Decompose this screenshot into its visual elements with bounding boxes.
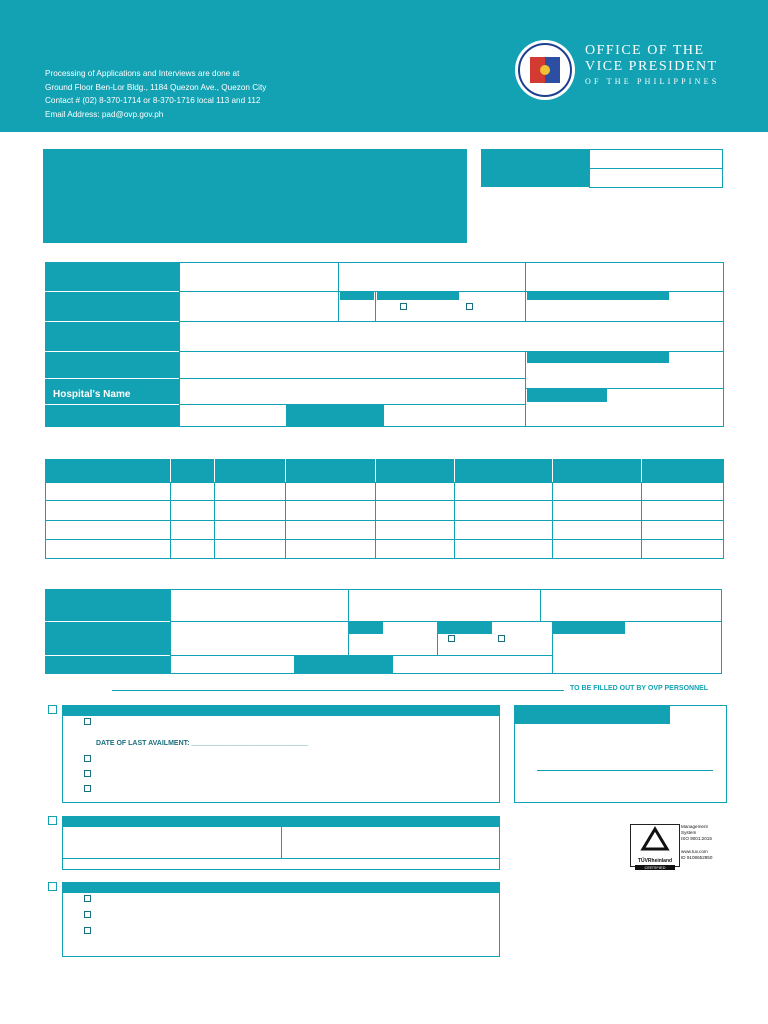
assessment-1-option-2-checkbox[interactable] <box>84 755 91 762</box>
cert-line1: Management <box>681 824 708 829</box>
middle-name-field[interactable] <box>525 262 724 292</box>
rep-sex-female-checkbox[interactable] <box>498 635 505 642</box>
assessment-3-header <box>62 882 500 893</box>
first-name-field[interactable] <box>338 262 526 292</box>
cert-line3: ISO 9001:2015 <box>681 836 712 841</box>
rep-last-name-field[interactable] <box>170 589 349 622</box>
assessment-2-header <box>62 816 500 827</box>
hospital-name-field[interactable] <box>179 378 526 405</box>
rep-contact-field[interactable] <box>170 655 295 674</box>
patient-labels-column <box>45 262 179 427</box>
representative-labels-column <box>45 589 171 674</box>
control-no-label <box>481 149 590 187</box>
certification-text <box>681 824 725 867</box>
civil-status-label <box>527 291 669 300</box>
amount-field[interactable] <box>179 404 287 427</box>
date-field[interactable] <box>589 168 723 188</box>
rep-id-label <box>294 655 393 674</box>
hospital-name-label: Hospital's Name <box>53 389 131 400</box>
sex-male-checkbox[interactable] <box>400 303 407 310</box>
table-row <box>45 520 724 521</box>
contact-number-label <box>527 351 669 363</box>
rep-id-field[interactable] <box>392 655 553 674</box>
form-title-block <box>43 149 467 243</box>
assessment-1-option-3-checkbox[interactable] <box>84 770 91 777</box>
sex-female-checkbox[interactable] <box>466 303 473 310</box>
date-admitted-field[interactable] <box>383 404 526 427</box>
office-title-line3: OF THE PHILIPPINES <box>585 77 720 86</box>
personnel-note: TO BE FILLED OUT BY OVP PERSONNEL <box>570 685 709 692</box>
last-availment-label: DATE OF LAST AVAILMENT: ______________________________ <box>96 740 309 747</box>
rep-age-label <box>349 622 383 634</box>
address-field[interactable] <box>179 321 724 352</box>
diagnosis-field[interactable] <box>179 351 526 379</box>
contact-info <box>45 67 345 121</box>
assessment-3-option-2-checkbox[interactable] <box>84 911 91 918</box>
contact-line: Contact # (02) 8-370-1714 or 8-370-1716 local 113 and 112 <box>45 96 261 105</box>
signature-line <box>537 770 713 771</box>
assessment-3-box <box>62 882 500 957</box>
age-label <box>340 291 374 300</box>
table-row <box>45 500 724 501</box>
assessment-2-checkbox[interactable] <box>48 816 57 825</box>
personnel-divider <box>112 690 564 691</box>
family-table-header <box>45 459 724 483</box>
rep-middle-name-field[interactable] <box>540 589 722 622</box>
assessment-1-option-1-checkbox[interactable] <box>84 718 91 725</box>
rep-sex-male-checkbox[interactable] <box>448 635 455 642</box>
tuv-badge: CERTIFIED <box>635 865 675 870</box>
assessment-1-header <box>62 705 500 716</box>
contact-line: Ground Floor Ben-Lor Bldg., 1184 Quezon Ave., Quezon City <box>45 82 267 92</box>
birthdate-field[interactable] <box>179 291 339 322</box>
assessment-1-option-4-checkbox[interactable] <box>84 785 91 792</box>
rep-relationship-label <box>553 622 625 634</box>
rep-first-name-field[interactable] <box>348 589 541 622</box>
cert-id: ID 9108652850 <box>681 855 713 860</box>
signature-header <box>515 705 670 724</box>
table-row <box>45 539 724 540</box>
office-title-line1: OFFICE OF THE <box>585 43 705 58</box>
contact-line: Processing of Applications and Interviews are done at <box>45 69 240 78</box>
cert-url: www.tuv.com <box>681 849 708 854</box>
cert-line2: System <box>681 830 697 835</box>
tuv-brand: TÜVRheinland <box>637 858 673 864</box>
tuv-triangle-icon <box>631 825 679 853</box>
tuv-logo <box>630 824 680 870</box>
sex-label <box>377 291 459 300</box>
rep-sex-label <box>438 622 492 634</box>
assessment-3-option-3-checkbox[interactable] <box>84 927 91 934</box>
office-title-line2: VICE PRESIDENT <box>585 59 718 74</box>
assessment-1-box <box>62 705 500 803</box>
assessment-1-checkbox[interactable] <box>48 705 57 714</box>
last-name-field[interactable] <box>179 262 339 292</box>
assessment-3-checkbox[interactable] <box>48 882 57 891</box>
assessment-3-option-1-checkbox[interactable] <box>84 895 91 902</box>
rep-birthdate-field[interactable] <box>170 621 349 656</box>
philhealth-label <box>527 389 607 402</box>
contact-line: Email Address: pad@ovp.gov.ph <box>45 109 164 119</box>
control-no-field[interactable] <box>589 149 723 169</box>
date-admitted-label <box>286 404 384 427</box>
ovp-seal-logo <box>515 40 575 100</box>
